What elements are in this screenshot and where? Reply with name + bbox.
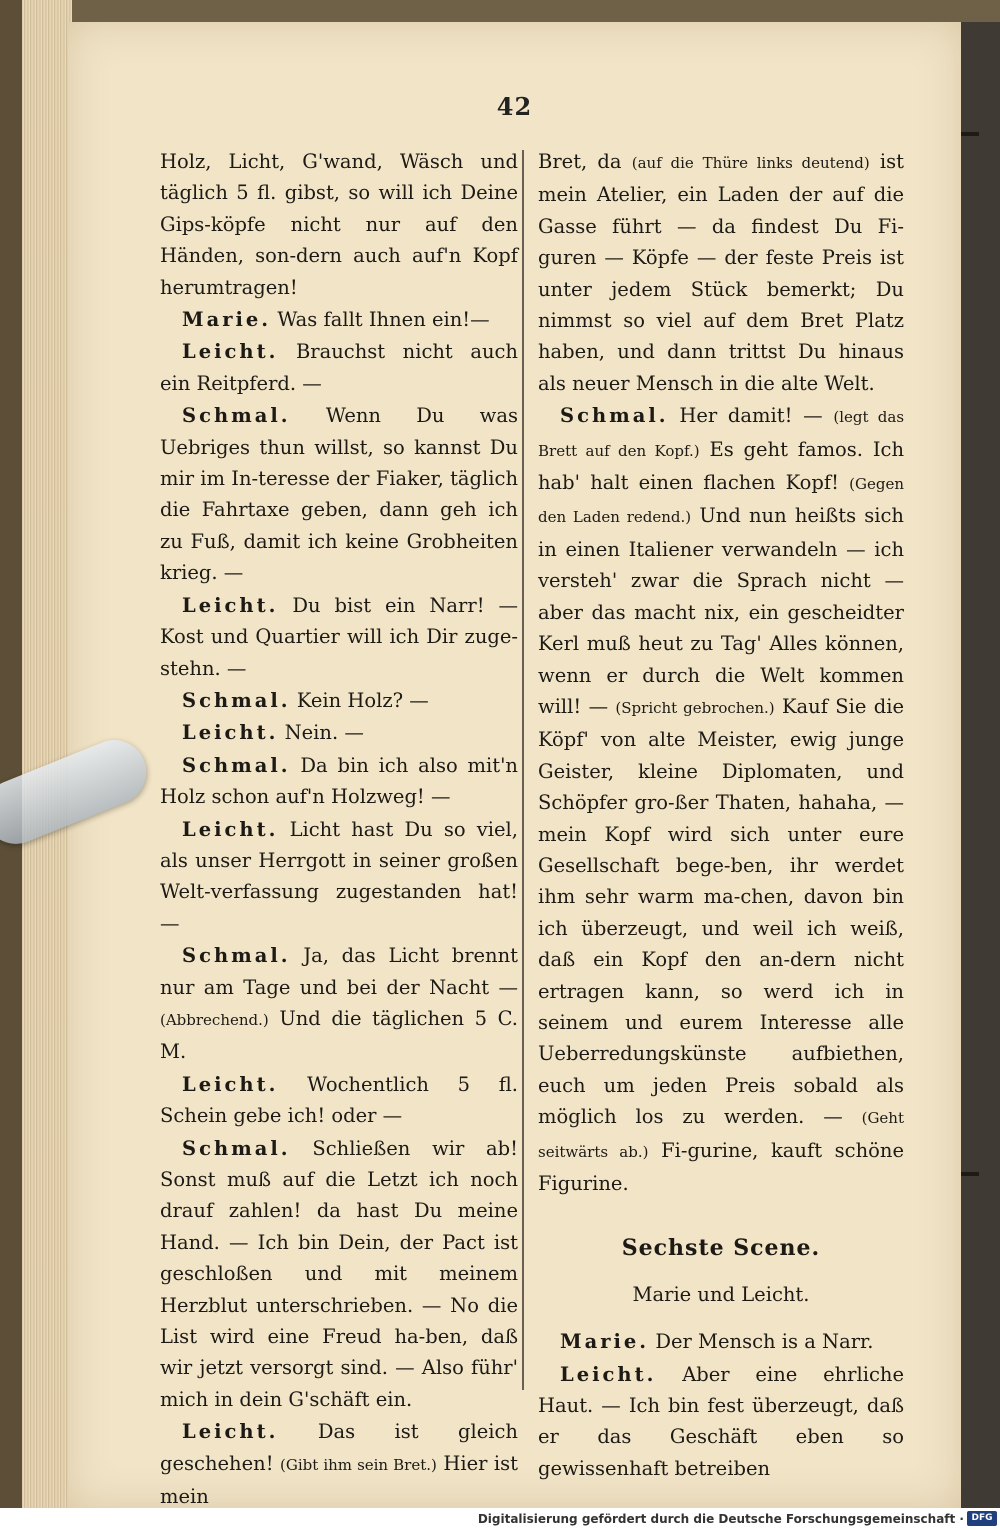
speaker-name: Schmal. <box>182 404 291 428</box>
dialogue-text: Wenn Du was Uebriges thun willst, so kannst Du mir im In-teresse der Fiaker, täglich die Fahrtaxe geben, dann geh ich zu Fuß, damit ich keine Grobheiten krieg. — <box>160 404 519 585</box>
dialogue-text: Fi-gurine, kauft schöne Figurine. <box>538 1138 904 1195</box>
dialogue-text: Brauchst nicht auch ein Reitpferd. — <box>160 340 518 395</box>
column-divider <box>522 150 524 1390</box>
dialogue-text: Licht hast Du so viel, als unser Herrgott in seiner großen Welt-verfassung zugestanden hat! — <box>160 817 518 935</box>
right-column <box>538 146 904 1484</box>
bookmark-notch <box>961 1172 979 1176</box>
dfg-logo-icon: DFG <box>967 1511 997 1526</box>
scene-heading: Sechste Scene. <box>621 1235 821 1262</box>
dialogue-text: Wochentlich 5 fl. Schein gebe ich! oder — <box>160 1072 518 1128</box>
dialogue-text: Bret, da <box>538 150 622 173</box>
speaker-name: Schmal. <box>182 944 291 968</box>
dialogue-text: Das ist gleich geschehen! <box>160 1420 518 1475</box>
dialogue-line <box>160 750 518 813</box>
dialogue-line <box>538 1359 904 1485</box>
dialogue-line <box>538 1326 904 1357</box>
dialogue-line <box>160 336 518 399</box>
dialogue-text: Ja, das Licht brennt nur am Tage und bei der Nacht — <box>160 944 519 999</box>
stage-direction: (Geht seitwärts ab.) <box>538 1109 904 1161</box>
dialogue-line <box>538 400 904 1199</box>
dialogue-text: Kein Holz? — <box>296 688 429 712</box>
paragraph: Holz, Licht, G'wand, Wäsch und täglich 5 fl. gibst, so will ich Deine Gips-köpfe nicht nur auf den Händen, son-dern auch auf'n Kopf herumtragen! <box>160 150 518 299</box>
speaker-name: Leicht. <box>182 593 279 617</box>
speaker-name: Schmal. <box>182 753 291 777</box>
dialogue-text: Es geht famos. Ich hab' halt einen flachen Kopf! <box>538 437 904 495</box>
dialogue-line <box>160 304 518 335</box>
page-number: 42 <box>496 92 533 121</box>
book-spine-shadow <box>0 0 22 1508</box>
speaker-name: Schmal. <box>182 688 291 712</box>
stage-direction: (Gegen den Laden redend.) <box>538 475 905 527</box>
dialogue-text: Der Mensch is a Narr. <box>655 1330 874 1354</box>
dialogue-line <box>160 940 518 1068</box>
speaker-name: Schmal. <box>182 1136 291 1160</box>
dialogue-text: Was fallt Ihnen ein!— <box>277 308 490 332</box>
speaker-name: Leicht. <box>182 1072 279 1096</box>
dialogue-line <box>160 1069 518 1132</box>
speaker-name: Schmal. <box>560 404 669 428</box>
footer-bar <box>0 1508 1000 1530</box>
bookmark-notch <box>961 132 979 136</box>
stage-direction: (auf die Thüre links deutend) <box>631 154 870 172</box>
dialogue-text: Und nun heißts sich in einen Italiener verwandeln — ich versteh' zwar die Sprach nicht — aber das macht nix, ein gescheidter Kerl muß heut zu Tag' Alles können, wenn er durch die Welt kommen will! — <box>538 504 904 718</box>
dialogue-text: Kauf Sie die Köpf' von alte Meister, ewig junge Geister, kleine Diplomaten, und Schöpfer gro-ßer Thaten, hahaha, — mein Kopf wird sich unter eure Gesellschaft bege-ben, ihr werdet ihm sehr warm ma-chen, davon bin ich überzeugt, und weil ich weiß, daß ein Kopf den an-dern nicht ertragen kann, so werd ich in seinem und eurem Interesse alle Ueberredungskünste aufbiethen, euch um jeden Preis sobald als möglich los zu werden. — <box>538 694 905 1129</box>
dialogue-line <box>538 146 904 399</box>
dialogue-line <box>160 590 518 684</box>
dialogue-text: Nein. — <box>284 721 364 745</box>
dialogue-line <box>160 685 518 716</box>
dialogue-text: Her damit! — <box>679 404 823 428</box>
dialogue-text: ist mein Atelier, ein Laden der auf die Gasse führt — da findest Du Fi-guren — Köpfe — der feste Preis ist unter jedem Stück bemerkt; Du nimmst so viel auf dem Bret Platz haben, und dann trittst Du hinaus als neuer Mensch in die alte Welt. <box>538 150 904 395</box>
stage-direction: (legt das Brett auf den Kopf.) <box>538 408 905 460</box>
speaker-name: Marie. <box>560 1330 650 1354</box>
footer-credit: Digitalisierung gefördert durch die Deutsche Forschungsgemeinschaft · <box>477 1512 964 1526</box>
speaker-name: Leicht. <box>182 817 279 841</box>
dialogue-text: Du bist ein Narr! — Kost und Quartier will ich Dir zuge-stehn. — <box>160 593 518 680</box>
scene-persons: Marie und Leicht. <box>632 1282 810 1306</box>
dialogue-text: Schließen wir ab! Sonst muß auf die Letzt ich noch drauf zahlen! da hast Du meine Hand. — Ich bin Dein, der Pact ist geschloßen und mit meinem Herzblut unterschrieben. — No die List wird eine Freud ha-ben, daß wir jetzt versorgt sind. — Also führ' mich in dein G'schäft ein. <box>160 1136 518 1411</box>
stage-direction: (Gibt ihm sein Bret.) <box>280 1455 437 1474</box>
dialogue-text: Hier ist mein <box>160 1451 519 1509</box>
speaker-name: Marie. <box>182 308 272 332</box>
dialogue-line <box>160 814 518 940</box>
right-page-edge <box>961 22 1000 1508</box>
dialogue-text: Aber eine ehrliche Haut. — Ich bin fest überzeugt, daß er das Geschäft eben so gewissenhaft betreiben <box>538 1362 904 1480</box>
dialogue-line <box>160 1416 518 1512</box>
speaker-name: Leicht. <box>182 721 279 745</box>
dialogue-line <box>160 1133 518 1416</box>
left-column <box>160 146 518 1512</box>
stage-direction: (Abbrechend.) <box>160 1010 269 1029</box>
speaker-name: Leicht. <box>182 340 279 364</box>
dialogue-text: Da bin ich also mit'n Holz schon auf'n Holzweg! — <box>160 753 518 809</box>
dialogue-text: Und die täglichen 5 C. M. <box>160 1006 519 1064</box>
speaker-name: Leicht. <box>560 1362 657 1386</box>
book-page <box>68 22 961 1508</box>
speaker-name: Leicht. <box>182 1420 279 1444</box>
dialogue-line <box>160 717 518 748</box>
dialogue-line <box>160 400 518 588</box>
stage-direction: (Spricht gebrochen.) <box>615 698 775 717</box>
